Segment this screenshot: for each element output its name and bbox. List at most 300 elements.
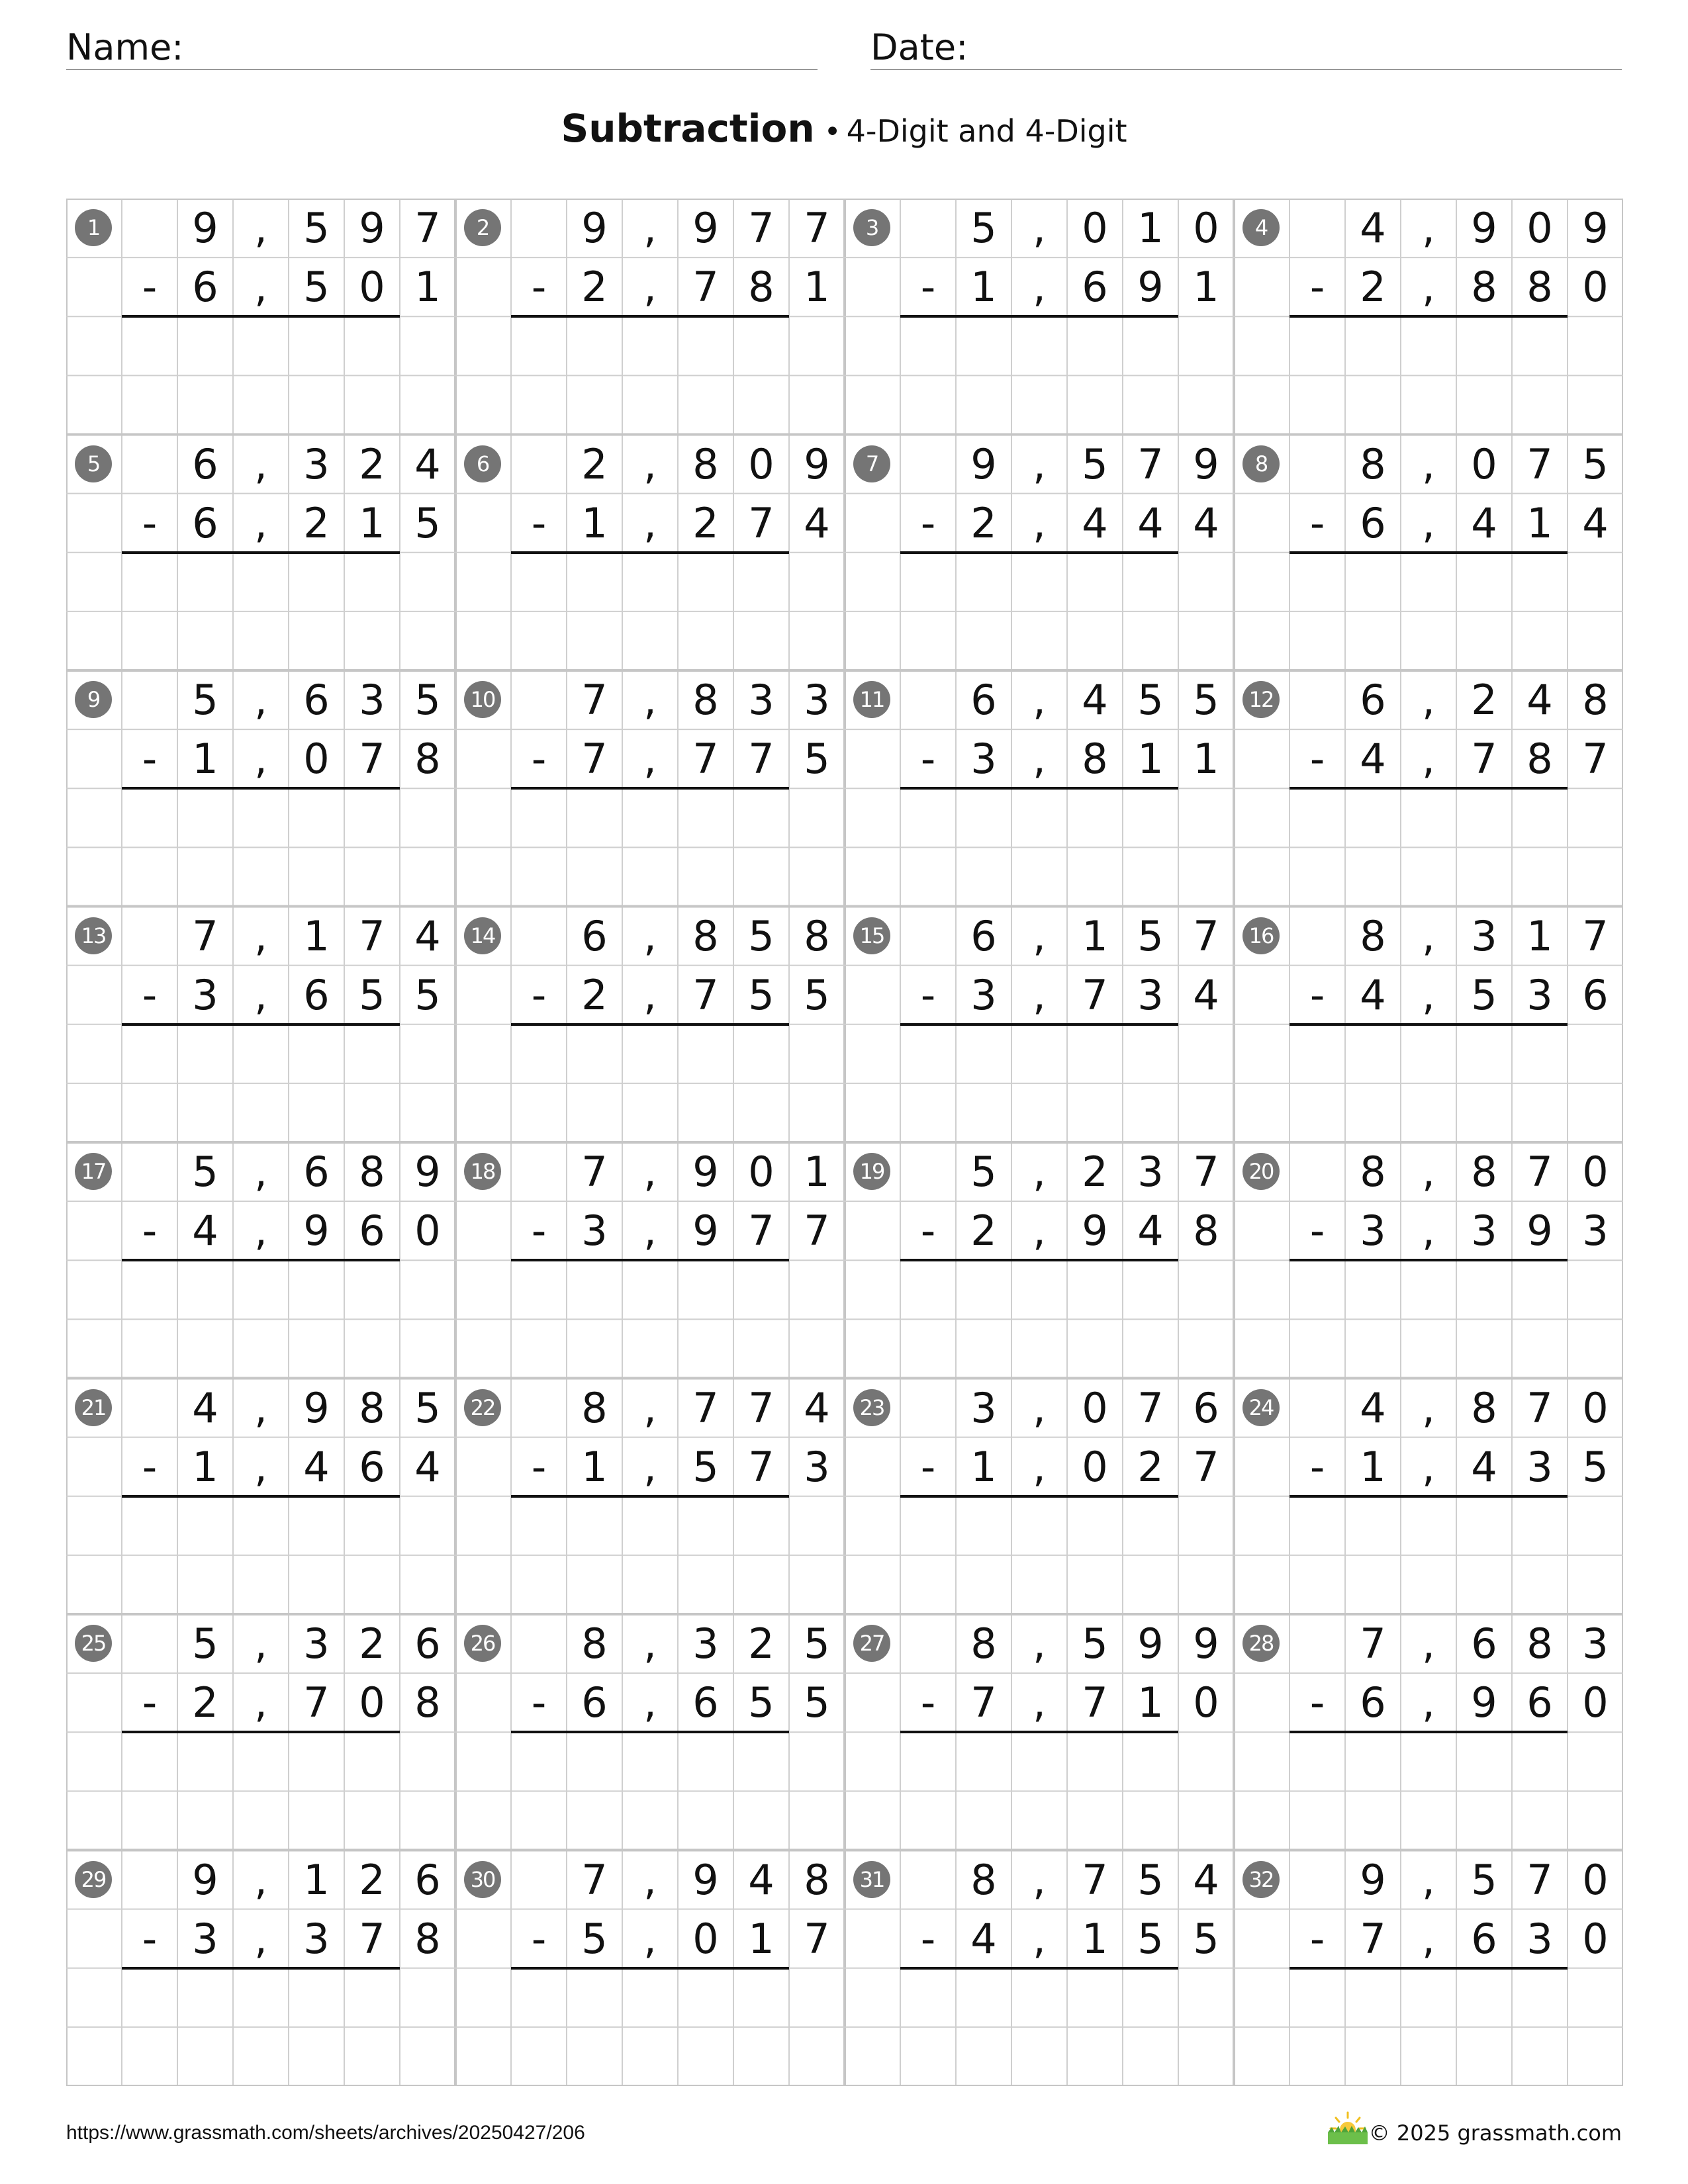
thousands-comma: , [643, 1678, 657, 1727]
subtrahend-digit: 6 [692, 1678, 719, 1727]
minuend-digit: 7 [1137, 1383, 1164, 1432]
thousands-comma: , [1033, 1855, 1046, 1904]
subtrahend-digit: 4 [1471, 1442, 1497, 1491]
thousands-comma: , [1422, 204, 1435, 252]
problem-number-badge: 16 [1243, 917, 1280, 954]
problem-number-badge: 2 [464, 209, 501, 246]
problem-number-badge: 27 [853, 1625, 890, 1662]
minuend-digit: 9 [692, 1855, 719, 1904]
minuend-digit: 5 [1082, 1619, 1108, 1668]
subtrahend-digit: 0 [1082, 1442, 1108, 1491]
thousands-comma: , [643, 1619, 657, 1668]
subtrahend-digit: 6 [1582, 970, 1609, 1019]
minus-sign: - [920, 1914, 936, 1963]
minus-sign: - [920, 263, 936, 312]
answer-area[interactable] [511, 553, 789, 670]
answer-area[interactable] [511, 1968, 789, 2086]
subtrahend-digit: 8 [748, 263, 774, 312]
minus-sign: - [142, 735, 158, 784]
minuend-digit: 6 [192, 439, 218, 488]
subtrahend-digit: 9 [1082, 1206, 1108, 1255]
minuend-digit: 7 [748, 1383, 774, 1432]
thousands-comma: , [254, 1383, 267, 1432]
subtrahend-digit: 0 [359, 263, 385, 312]
minus-sign: - [1309, 1678, 1325, 1727]
minuend-digit: 4 [804, 1383, 830, 1432]
subtrahend-digit: 1 [1193, 263, 1219, 312]
minuend-digit: 6 [970, 676, 997, 724]
subtrahend-digit: 6 [1526, 1678, 1553, 1727]
minuend-digit: 5 [970, 204, 997, 252]
subtrahend-digit: 1 [414, 263, 441, 312]
thousands-comma: , [1422, 1619, 1435, 1668]
subtrahend-digit: 6 [192, 498, 218, 547]
subtrahend-digit: 6 [359, 1442, 385, 1491]
thousands-comma: , [1033, 1619, 1046, 1668]
answer-area[interactable] [900, 1968, 1178, 2086]
subtrahend-digit: 5 [748, 970, 774, 1019]
subtrahend-digit: 5 [414, 498, 441, 547]
answer-area[interactable] [511, 1024, 789, 1142]
minuend-digit: 2 [359, 1855, 385, 1904]
minuend-digit: 3 [970, 1383, 997, 1432]
thousands-comma: , [643, 1855, 657, 1904]
thousands-comma: , [1422, 1148, 1435, 1196]
problem-11 [845, 670, 1234, 906]
answer-area[interactable] [900, 1496, 1178, 1614]
problem-13 [66, 907, 455, 1142]
minuend-digit: 4 [1082, 676, 1108, 724]
thousands-comma: , [1033, 1442, 1046, 1491]
minuend-digit: 7 [804, 204, 830, 252]
thousands-comma: , [254, 498, 267, 547]
minuend-digit: 7 [692, 1383, 719, 1432]
subtrahend-digit: 4 [1360, 735, 1386, 784]
minuend-digit: 7 [581, 676, 608, 724]
subtrahend-digit: 1 [1360, 1442, 1386, 1491]
subtrahend-digit: 8 [414, 1678, 441, 1727]
problem-20 [1234, 1142, 1623, 1378]
answer-area[interactable] [122, 1496, 400, 1614]
thousands-comma: , [254, 1619, 267, 1668]
problem-number-badge: 6 [464, 445, 501, 482]
problem-30 [455, 1850, 845, 2086]
subtrahend-digit: 3 [804, 1442, 830, 1491]
minuend-digit: 8 [692, 439, 719, 488]
problem-number-badge: 14 [464, 917, 501, 954]
thousands-comma: , [1422, 1855, 1435, 1904]
minus-sign: - [531, 1206, 547, 1255]
problem-number-badge: 8 [1243, 445, 1280, 482]
thousands-comma: , [1422, 1678, 1435, 1727]
minus-sign: - [531, 1442, 547, 1491]
subtrahend-digit: 4 [970, 1914, 997, 1963]
subtrahend-digit: 5 [414, 970, 441, 1019]
thousands-comma: , [254, 1855, 267, 1904]
minuend-digit: 7 [1137, 439, 1164, 488]
problem-29 [66, 1850, 455, 2086]
subtrahend-digit: 4 [192, 1206, 218, 1255]
minuend-digit: 9 [303, 1383, 330, 1432]
subtrahend-digit: 7 [970, 1678, 997, 1727]
subtrahend-digit: 6 [303, 970, 330, 1019]
thousands-comma: , [643, 1914, 657, 1963]
subtrahend-digit: 3 [303, 1914, 330, 1963]
subtrahend-digit: 2 [970, 498, 997, 547]
date-field[interactable] [870, 26, 1622, 70]
problem-7 [845, 435, 1234, 670]
minuend-digit: 1 [1526, 911, 1553, 960]
problem-number-badge: 3 [853, 209, 890, 246]
minuend-digit: 0 [1082, 204, 1108, 252]
thousands-comma: , [254, 735, 267, 784]
problem-grid [66, 199, 1623, 2086]
minuend-digit: 8 [1360, 911, 1386, 960]
answer-area[interactable] [122, 1260, 400, 1378]
thousands-comma: , [643, 676, 657, 724]
subtrahend-digit: 0 [1582, 1678, 1609, 1727]
problem-12 [1234, 670, 1623, 906]
minus-sign: - [142, 970, 158, 1019]
minuend-digit: 7 [1582, 911, 1609, 960]
problem-number-badge: 22 [464, 1389, 501, 1426]
minuend-digit: 0 [1471, 439, 1497, 488]
thousands-comma: , [1033, 498, 1046, 547]
minuend-digit: 5 [192, 1619, 218, 1668]
subtrahend-digit: 4 [1193, 970, 1219, 1019]
answer-area[interactable] [511, 788, 789, 906]
subtrahend-digit: 0 [1193, 1678, 1219, 1727]
answer-area[interactable] [1289, 1496, 1568, 1614]
problem-1 [66, 199, 455, 434]
problem-number-badge: 20 [1243, 1153, 1280, 1190]
subtrahend-digit: 2 [303, 498, 330, 547]
subtrahend-digit: 3 [192, 1914, 218, 1963]
thousands-comma: , [643, 439, 657, 488]
subtrahend-digit: 5 [692, 1442, 719, 1491]
minuend-digit: 1 [303, 1855, 330, 1904]
minuend-digit: 9 [581, 204, 608, 252]
subtrahend-digit: 0 [692, 1914, 719, 1963]
minuend-digit: 7 [581, 1148, 608, 1196]
minuend-digit: 5 [1137, 676, 1164, 724]
minus-sign: - [142, 1678, 158, 1727]
minuend-digit: 9 [1360, 1855, 1386, 1904]
thousands-comma: , [1422, 263, 1435, 312]
answer-area[interactable] [1289, 1260, 1568, 1378]
subtrahend-digit: 3 [192, 970, 218, 1019]
problem-15 [845, 907, 1234, 1142]
subtrahend-digit: 1 [748, 1914, 774, 1963]
thousands-comma: , [1422, 1914, 1435, 1963]
minuend-digit: 5 [1582, 439, 1609, 488]
minuend-digit: 1 [804, 1148, 830, 1196]
problem-6 [455, 435, 845, 670]
minuend-digit: 8 [692, 911, 719, 960]
answer-area[interactable] [1289, 1732, 1568, 1850]
minus-sign: - [531, 970, 547, 1019]
subtrahend-digit: 7 [804, 1914, 830, 1963]
minuend-digit: 8 [359, 1148, 385, 1196]
minuend-digit: 1 [303, 911, 330, 960]
problem-8 [1234, 435, 1623, 670]
minuend-digit: 9 [1582, 204, 1609, 252]
minuend-digit: 8 [359, 1383, 385, 1432]
minuend-digit: 8 [692, 676, 719, 724]
subtrahend-digit: 7 [748, 735, 774, 784]
minuend-digit: 7 [748, 204, 774, 252]
answer-area[interactable] [122, 788, 400, 906]
thousands-comma: , [1422, 735, 1435, 784]
subtrahend-digit: 2 [970, 1206, 997, 1255]
subtrahend-digit: 3 [1526, 1442, 1553, 1491]
minuend-digit: 3 [303, 439, 330, 488]
thousands-comma: , [254, 263, 267, 312]
subtrahend-digit: 5 [1137, 1914, 1164, 1963]
subtrahend-digit: 9 [1471, 1678, 1497, 1727]
subtrahend-digit: 6 [1471, 1914, 1497, 1963]
minuend-digit: 5 [192, 1148, 218, 1196]
subtrahend-digit: 1 [1137, 1678, 1164, 1727]
minus-sign: - [920, 970, 936, 1019]
answer-area[interactable] [1289, 1968, 1568, 2086]
subtrahend-digit: 9 [1137, 263, 1164, 312]
subtrahend-digit: 0 [1582, 1914, 1609, 1963]
problem-21 [66, 1379, 455, 1614]
minuend-digit: 9 [692, 204, 719, 252]
minuend-digit: 9 [970, 439, 997, 488]
subtrahend-digit: 4 [804, 498, 830, 547]
minuend-digit: 2 [581, 439, 608, 488]
subtrahend-digit: 6 [1082, 263, 1108, 312]
minuend-digit: 6 [414, 1855, 441, 1904]
thousands-comma: , [1033, 970, 1046, 1019]
minus-sign: - [1309, 498, 1325, 547]
thousands-comma: , [254, 1914, 267, 1963]
minuend-digit: 8 [1471, 1148, 1497, 1196]
problem-22 [455, 1379, 845, 1614]
subtrahend-digit: 2 [1137, 1442, 1164, 1491]
minuend-digit: 0 [1082, 1383, 1108, 1432]
footer-url: https://www.grassmath.com/sheets/archives/20250427/206 [66, 2122, 585, 2144]
thousands-comma: , [254, 911, 267, 960]
minus-sign: - [1309, 1206, 1325, 1255]
answer-area[interactable] [122, 553, 400, 670]
problem-number-badge: 23 [853, 1389, 890, 1426]
minuend-digit: 3 [303, 1619, 330, 1668]
minuend-digit: 4 [414, 911, 441, 960]
thousands-comma: , [1033, 1148, 1046, 1196]
problem-number-badge: 15 [853, 917, 890, 954]
subtrahend-digit: 7 [359, 735, 385, 784]
minuend-digit: 7 [1526, 1855, 1553, 1904]
subtrahend-digit: 1 [1193, 735, 1219, 784]
subtrahend-digit: 7 [303, 1678, 330, 1727]
answer-area[interactable] [511, 316, 789, 434]
minuend-digit: 6 [303, 676, 330, 724]
subtrahend-digit: 6 [1360, 1678, 1386, 1727]
answer-area[interactable] [511, 1732, 789, 1850]
minus-sign: - [142, 1442, 158, 1491]
subtrahend-digit: 1 [1137, 735, 1164, 784]
answer-area[interactable] [900, 1260, 1178, 1378]
minuend-digit: 7 [1360, 1619, 1386, 1668]
thousands-comma: , [1422, 439, 1435, 488]
minuend-digit: 6 [581, 911, 608, 960]
subtrahend-digit: 7 [1193, 1442, 1219, 1491]
thousands-comma: , [1033, 1678, 1046, 1727]
answer-area[interactable] [900, 1732, 1178, 1850]
thousands-comma: , [1033, 1206, 1046, 1255]
answer-area[interactable] [900, 316, 1178, 434]
minuend-digit: 0 [748, 1148, 774, 1196]
minuend-digit: 3 [804, 676, 830, 724]
subtrahend-digit: 4 [1137, 1206, 1164, 1255]
subtrahend-digit: 3 [1471, 1206, 1497, 1255]
answer-area[interactable] [122, 1968, 400, 2086]
minuend-digit: 3 [359, 676, 385, 724]
problem-number-badge: 30 [464, 1861, 501, 1898]
minuend-digit: 5 [1137, 1855, 1164, 1904]
answer-area[interactable] [900, 553, 1178, 670]
minuend-digit: 0 [1582, 1855, 1609, 1904]
subtrahend-digit: 0 [1582, 263, 1609, 312]
minus-sign: - [531, 1678, 547, 1727]
thousands-comma: , [643, 263, 657, 312]
minuend-digit: 3 [1137, 1148, 1164, 1196]
thousands-comma: , [254, 1206, 267, 1255]
subtrahend-digit: 4 [414, 1442, 441, 1491]
answer-area[interactable] [122, 1732, 400, 1850]
minuend-digit: 4 [1526, 676, 1553, 724]
answer-area[interactable] [900, 788, 1178, 906]
minuend-digit: 0 [748, 439, 774, 488]
footer-copyright: © 2025 grassmath.com [1368, 2120, 1622, 2146]
answer-area[interactable] [900, 1024, 1178, 1142]
thousands-comma: , [1033, 204, 1046, 252]
minuend-digit: 6 [970, 911, 997, 960]
thousands-comma: , [254, 1148, 267, 1196]
thousands-comma: , [643, 1206, 657, 1255]
minuend-digit: 9 [1137, 1619, 1164, 1668]
answer-area[interactable] [511, 1260, 789, 1378]
minuend-digit: 6 [1193, 1383, 1219, 1432]
name-field[interactable] [66, 26, 818, 70]
answer-area[interactable] [1289, 1024, 1568, 1142]
problem-number-badge: 1 [75, 209, 112, 246]
subtrahend-digit: 8 [1471, 263, 1497, 312]
subtrahend-digit: 2 [1360, 263, 1386, 312]
subtrahend-digit: 5 [804, 735, 830, 784]
subtrahend-digit: 8 [1526, 735, 1553, 784]
minuend-digit: 6 [414, 1619, 441, 1668]
subtrahend-digit: 8 [414, 1914, 441, 1963]
subtrahend-digit: 1 [970, 263, 997, 312]
minuend-digit: 9 [359, 204, 385, 252]
minuend-digit: 5 [1471, 1855, 1497, 1904]
minus-sign: - [1309, 970, 1325, 1019]
subtrahend-digit: 4 [1582, 498, 1609, 547]
subtrahend-digit: 0 [414, 1206, 441, 1255]
minus-sign: - [1309, 735, 1325, 784]
minuend-digit: 8 [970, 1855, 997, 1904]
minuend-digit: 9 [692, 1148, 719, 1196]
minus-sign: - [920, 1442, 936, 1491]
thousands-comma: , [643, 735, 657, 784]
minuend-digit: 3 [748, 676, 774, 724]
worksheet-title [0, 106, 1688, 151]
problem-26 [455, 1614, 845, 1850]
answer-area[interactable] [122, 316, 400, 434]
answer-area[interactable] [122, 1024, 400, 1142]
thousands-comma: , [1422, 970, 1435, 1019]
subtrahend-digit: 1 [970, 1442, 997, 1491]
date-label: Date: [870, 26, 968, 68]
subtrahend-digit: 5 [804, 1678, 830, 1727]
subtrahend-digit: 6 [1360, 498, 1386, 547]
minuend-digit: 8 [804, 911, 830, 960]
minuend-digit: 4 [748, 1855, 774, 1904]
minuend-digit: 3 [1582, 1619, 1609, 1668]
thousands-comma: , [1033, 676, 1046, 724]
minuend-digit: 3 [692, 1619, 719, 1668]
problem-number-badge: 32 [1243, 1861, 1280, 1898]
answer-area[interactable] [1289, 553, 1568, 670]
thousands-comma: , [1422, 676, 1435, 724]
subtrahend-digit: 5 [804, 970, 830, 1019]
subtrahend-digit: 3 [1582, 1206, 1609, 1255]
thousands-comma: , [643, 970, 657, 1019]
minuend-digit: 7 [1193, 911, 1219, 960]
thousands-comma: , [1033, 1914, 1046, 1963]
subtrahend-digit: 7 [748, 498, 774, 547]
minuend-digit: 4 [414, 439, 441, 488]
minuend-digit: 9 [192, 204, 218, 252]
problem-27 [845, 1614, 1234, 1850]
problem-23 [845, 1379, 1234, 1614]
minuend-digit: 0 [1193, 204, 1219, 252]
minuend-digit: 8 [970, 1619, 997, 1668]
subtrahend-digit: 3 [1526, 970, 1553, 1019]
minuend-digit: 2 [748, 1619, 774, 1668]
problem-32 [1234, 1850, 1623, 2086]
problem-number-badge: 18 [464, 1153, 501, 1190]
minuend-digit: 0 [1526, 204, 1553, 252]
problem-14 [455, 907, 845, 1142]
problem-number-badge: 29 [75, 1861, 112, 1898]
minus-sign: - [531, 735, 547, 784]
minuend-digit: 8 [581, 1619, 608, 1668]
minus-sign: - [142, 1206, 158, 1255]
problem-number-badge: 19 [853, 1153, 890, 1190]
answer-area[interactable] [1289, 316, 1568, 434]
thousands-comma: , [254, 204, 267, 252]
minus-sign: - [1309, 1914, 1325, 1963]
minuend-digit: 8 [804, 1855, 830, 1904]
answer-area[interactable] [511, 1496, 789, 1614]
subtrahend-digit: 1 [1526, 498, 1553, 547]
minuend-digit: 7 [1526, 439, 1553, 488]
thousands-comma: , [254, 970, 267, 1019]
subtrahend-digit: 3 [1526, 1914, 1553, 1963]
minuend-digit: 8 [1526, 1619, 1553, 1668]
minuend-digit: 7 [1526, 1383, 1553, 1432]
problem-19 [845, 1142, 1234, 1378]
minuend-digit: 2 [1471, 676, 1497, 724]
answer-area[interactable] [1289, 788, 1568, 906]
minuend-digit: 1 [1082, 911, 1108, 960]
subtrahend-digit: 7 [1582, 735, 1609, 784]
